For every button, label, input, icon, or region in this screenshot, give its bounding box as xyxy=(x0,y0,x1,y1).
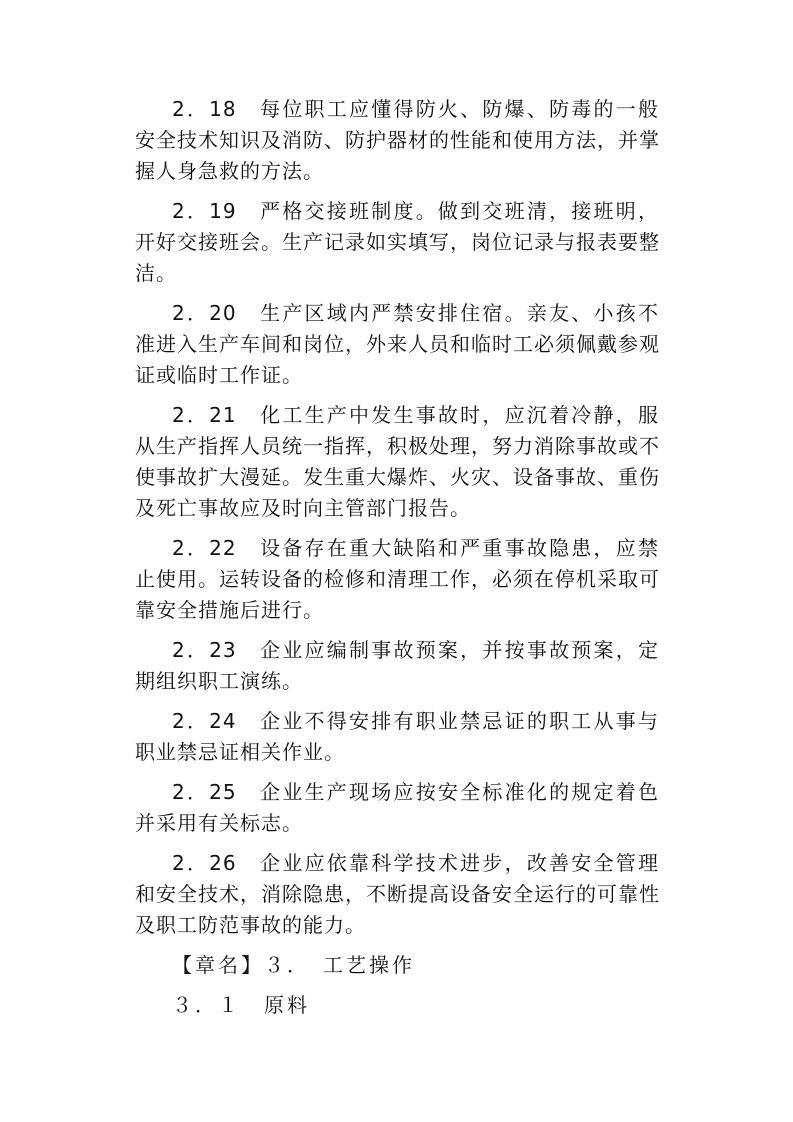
paragraph-2-21 xyxy=(135,400,659,524)
paragraph-line: 证或临时工作证。 xyxy=(135,363,303,387)
paragraph-2-19 xyxy=(135,196,659,289)
paragraph-2-18 xyxy=(135,94,659,187)
paragraph-line: 靠安全措施后进行。 xyxy=(135,598,324,622)
paragraph-line: 握人身急救的方法。 xyxy=(135,159,324,183)
paragraph-line: 职业禁忌证相关作业。 xyxy=(135,740,345,764)
chapter-heading: 【章名】３． 工艺操作 xyxy=(172,953,415,977)
paragraph-2-26 xyxy=(135,848,659,941)
paragraph-line: 2．26 企业应依靠科学技术进步，改善安全管理 xyxy=(172,851,659,875)
paragraph-line: 2．20 生产区域内严禁安排住宿。亲友、小孩不 xyxy=(172,301,659,325)
paragraph-line: 2．18 每位职工应懂得防火、防爆、防毒的一般 xyxy=(172,97,659,121)
document-body xyxy=(135,94,659,1030)
paragraph-line: 准进入生产车间和岗位，外来人员和临时工必须佩戴参观 xyxy=(135,332,660,356)
paragraph-line: 2．24 企业不得安排有职业禁忌证的职工从事与 xyxy=(172,709,659,733)
paragraph-line: 洁。 xyxy=(135,261,177,285)
paragraph-2-22 xyxy=(135,533,659,626)
paragraph-line: 止使用。运转设备的检修和清理工作，必须在停机采取可 xyxy=(135,567,660,591)
paragraph-line: 期组织职工演练。 xyxy=(135,669,303,693)
paragraph-line: 开好交接班会。生产记录如实填写，岗位记录与报表要整 xyxy=(135,230,660,254)
paragraph-line: 2．21 化工生产中发生事故时，应沉着冷静，服 xyxy=(172,403,659,427)
paragraph-line: 及职工防范事故的能力。 xyxy=(135,913,366,937)
paragraph-line: 使事故扩大漫延。发生重大爆炸、火灾、设备事故、重伤 xyxy=(135,465,660,489)
paragraph-2-23 xyxy=(135,635,659,697)
paragraph-line: 2．25 企业生产现场应按安全标准化的规定着色 xyxy=(172,780,659,804)
section-heading: ３．１ 原料 xyxy=(172,993,310,1017)
paragraph-line: 安全技术知识及消防、防护器材的性能和使用方法，并掌 xyxy=(135,128,660,152)
paragraph-2-20 xyxy=(135,298,659,391)
paragraph-line: 及死亡事故应及时向主管部门报告。 xyxy=(135,496,471,520)
paragraph-line: 和安全技术，消除隐患，不断提高设备安全运行的可靠性 xyxy=(135,882,660,906)
paragraph-line: 并采用有关标志。 xyxy=(135,811,303,835)
paragraph-2-25 xyxy=(135,777,659,839)
paragraph-line: 2．23 企业应编制事故预案，并按事故预案，定 xyxy=(172,638,659,662)
paragraph-line: 2．19 严格交接班制度。做到交班清，接班明， xyxy=(172,199,659,223)
paragraph-line: 2．22 设备存在重大缺陷和严重事故隐患，应禁 xyxy=(172,536,659,560)
paragraph-line: 从生产指挥人员统一指挥，积极处理，努力消除事故或不 xyxy=(135,434,660,458)
paragraph-2-24 xyxy=(135,706,659,768)
